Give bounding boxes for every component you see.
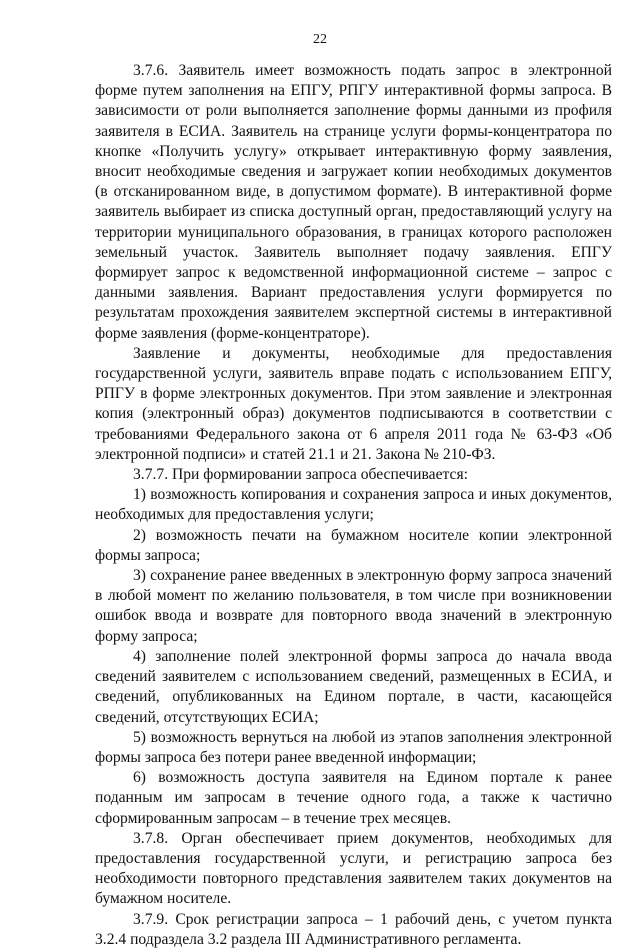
paragraph-3-7-6: 3.7.6. Заявитель имеет возможность подать запрос в электронной форме путем заполнения на ЕПГУ, РПГУ интерактивной формы запроса. В зависимости от роли выполняется заполнение формы данными из профиля заявителя в ЕСИА. Заявитель на странице услуги формы-концентратора по кнопке «Получить услугу» открывает интерактивную форму заявления, вносит необходимые сведения и загружает копии необходимых документов (в отсканированном виде, в допустимом формате). В интерактивной форме заявитель выбирает из списка доступный орган, предоставляющий услугу на территории муниципального образования, в границах которого расположен земельный участок. Заявитель выполняет подачу заявления. ЕПГУ формирует запрос к ведомственной информационной системе – запрос с данными заявления. Вариант предоставления услуги формируется по результатам прохождения заявителем экспертной системы в интерактивной форме заявления (форме-концентраторе). bbox=[95, 62, 612, 342]
list-item-4: 4) заполнение полей электронной формы запроса до начала ввода сведений заявителем с использованием сведений, размещенных в ЕСИА, и сведений, опубликованных на Едином портале, в части, касающейся сведений, отсутствующих ЕСИА; bbox=[95, 647, 612, 726]
list-item-3: 3) сохранение ранее введенных в электронную форму запроса значений в любой момент по желанию пользователя, в том числе при возникновении ошибок ввода и возврате для повторного ввода значений в электронную форму запроса; bbox=[95, 567, 612, 645]
list-item-6: 6) возможность доступа заявителя на Едином портале к ранее поданным им запросам в течение одного года, а также к частично сформированным запросам – в течение трех месяцев. bbox=[95, 769, 612, 827]
page-number: 22 bbox=[313, 32, 327, 47]
paragraph-3-7-9: 3.7.9. Срок регистрации запроса – 1 рабочий день, с учетом пункта 3.2.4 подраздела 3.2 раздела III Административного регламента. bbox=[95, 910, 612, 948]
list-item-1: 1) возможность копирования и сохранения запроса и иных документов, необходимых для предоставления услуги; bbox=[95, 486, 612, 524]
list-item-2: 2) возможность печати на бумажном носителе копии электронной формы запроса; bbox=[95, 526, 612, 564]
document-body bbox=[95, 61, 612, 950]
paragraph-3-7-7: 3.7.7. При формировании запроса обеспечивается: bbox=[133, 466, 468, 484]
paragraph-3-7-8: 3.7.8. Орган обеспечивает прием документов, необходимых для предоставления государственной услуги, и регистрацию запроса без необходимости повторного представления заявителем таких документов на бумажном носителе. bbox=[95, 829, 612, 908]
list-item-5: 5) возможность вернуться на любой из этапов заполнения электронной формы запроса без потери ранее введенной информации; bbox=[95, 728, 612, 766]
paragraph-application-documents: Заявление и документы, необходимые для предоставления государственной услуги, заявитель вправе подать с использованием ЕПГУ, РПГУ в форме электронных документов. При этом заявление и электронная копия (электронный образ) документов подписываются в соответствии с требованиями Федерального закона от 6 апреля 2011 года № 63-ФЗ «Об электронной подписи» и статей 21.1 и 21. Закона № 210-ФЗ. bbox=[95, 344, 612, 463]
